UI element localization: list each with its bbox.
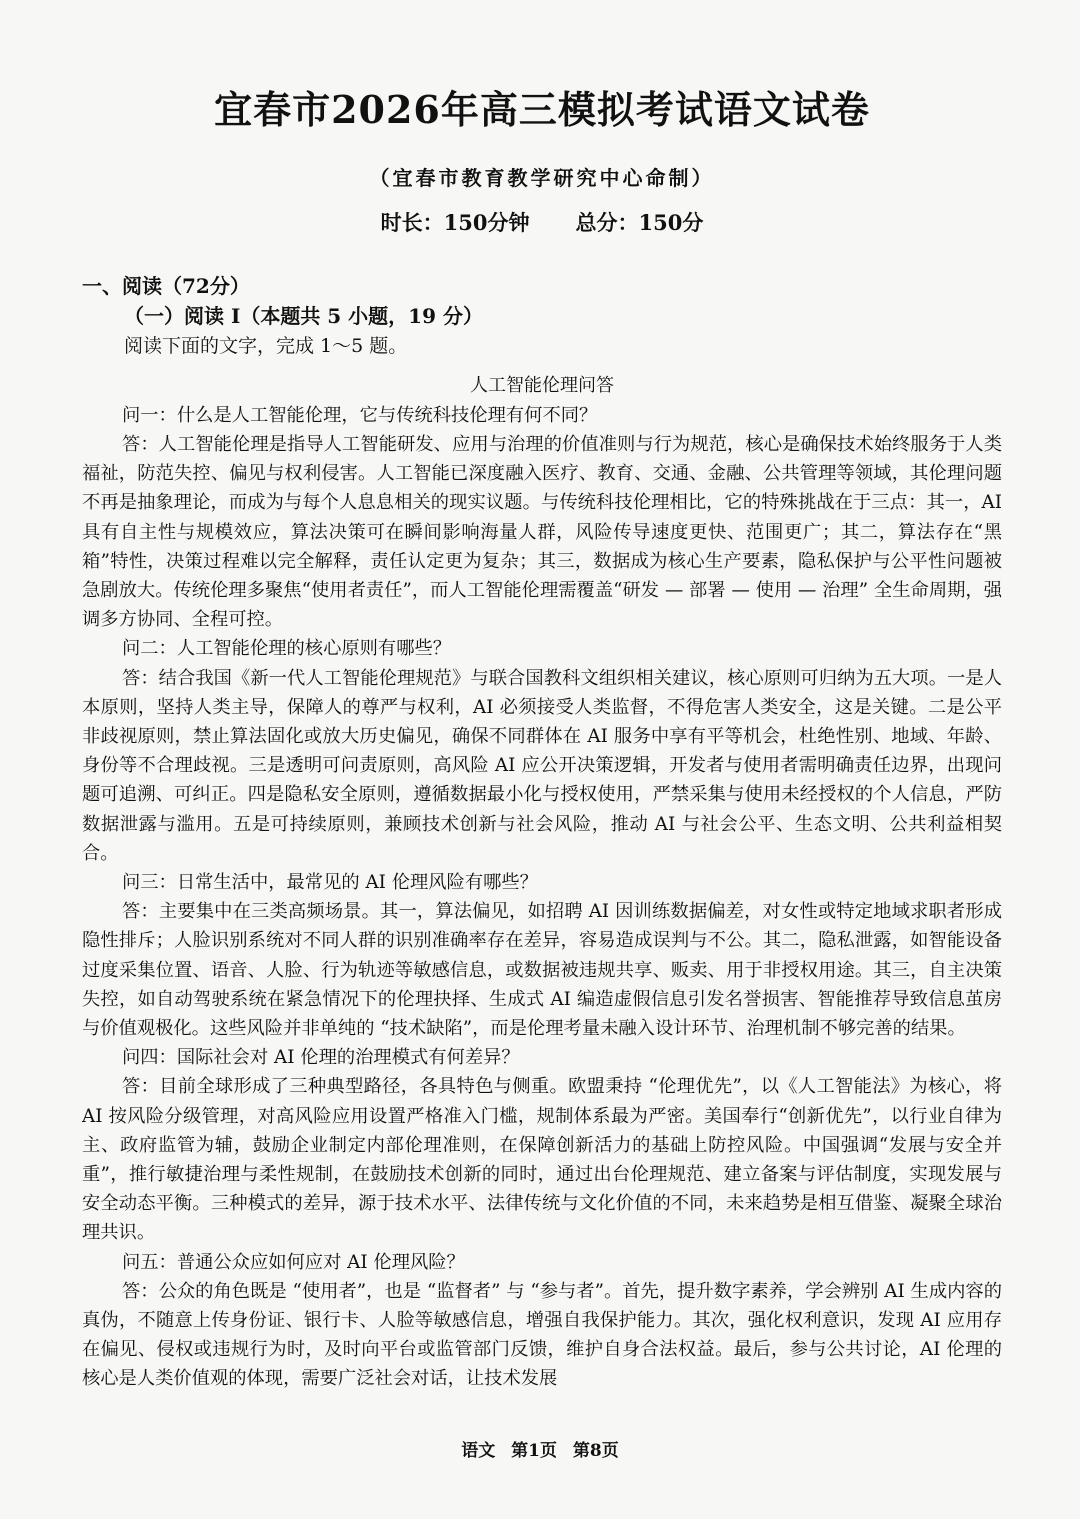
footer-subject: 语文 [461,1441,496,1461]
answer-1: 答：人工智能伦理是指导人工智能研发、应用与治理的价值准则与行为规范，核心是确保技术始终服务于人类福祉，防范失控、偏见与权利侵害。人工智能已深度融入医疗、教育、交通、金融、公共管理等领域，其伦理问题不再是抽象理论，而成为与每个人息息相关的现实议题。与传统科技伦理相比，它的特殊挑战在于三点：其一，AI 具有自主性与规模效应，算法决策可在瞬间影响海量人群，风险传导速度更快、范围更广；其二，算法存在“黑箱”特性，决策过程难以完全解释，责任认定更为复杂；其三，数据成为核心生产要素，隐私保护与公平性问题被急剧放大。传统伦理多聚焦“使用者责任”，而人工智能伦理需覆盖“研发 — 部署 — 使用 — 治理” 全生命周期，强调多方协同、全程可控。 [82,433,1002,631]
question-1: 问一：什么是人工智能伦理，它与传统科技伦理有何不同？ [122,404,598,426]
answer-3: 答：主要集中在三类高频场景。其一，算法偏见，如招聘 AI 因训练数据偏差，对女性或特定地域求职者形成隐性排斥；人脸识别系统对不同人群的识别准确率存在差异，容易造成误判与不公。其二，隐私泄露，如智能设备过度采集位置、语音、人脸、行为轨迹等敏感信息，或数据被违规共享、贩卖、用于非授权用途。其三，自主决策失控，如自动驾驶系统在紧急情况下的伦理抉择、生成式 AI 编造虚假信息引发名誉损害、智能推荐导致信息茧房与价值观极化。这些风险并非单纯的 “技术缺陷”，而是伦理考量未融入设计环节、治理机制不够完善的结果。 [82,901,1002,1039]
question-2: 问二：人工智能伦理的核心原则有哪些？ [122,638,452,660]
section-heading: 一、阅读（72分） [82,273,250,298]
footer-page: 第1页 [511,1441,557,1461]
question-4: 问四：国际社会对 AI 伦理的治理模式有何差异？ [122,1047,520,1069]
answer-5: 答：公众的角色既是 “使用者”，也是 “监督者” 与 “参与者”。首先，提升数字素养，学会辨别 AI 生成内容的真伪，不随意上传身份证、银行卡、人脸等敏感信息，增强自我保护能力。其次，强化权利意识，发现 AI 应用存在偏见、侵权或违规行为时，及时向平台或监管部门反馈，维护自身合法权益。最后，参与公共讨论，AI 伦理的核心是人类价值观的体现，需要广泛社会对话，让技术发展 [82,1280,1002,1390]
exam-meta [82,207,1002,237]
exam-duration: 时长：150分钟 [380,209,530,235]
question-3: 问三：日常生活中，最常见的 AI 伦理风险有哪些？ [122,871,538,893]
answer-2: 答：结合我国《新一代人工智能伦理规范》与联合国教科文组织相关建议，核心原则可归纳为五大项。一是人本原则，坚持人类主导，保障人的尊严与权利，AI 必须接受人类监督，不得危害人类安全，这是关键。二是公平非歧视原则，禁止算法固化或放大历史偏见，确保不同群体在 AI 服务中享有平等机会，杜绝性别、地域、年龄、身份等不合理歧视。三是透明可问责原则，高风险 AI 应公开决策逻辑，开发者与使用者需明确责任边界，出现问题可追溯、可纠正。四是隐私安全原则，遵循数据最小化与授权使用，严禁采集与使用未经授权的个人信息，严防数据泄露与滥用。五是可持续原则，兼顾技术创新与社会风险，推动 AI 与社会公平、生态文明、公共利益相契合。 [82,667,1002,864]
page-footer [0,1436,1080,1461]
exam-total-score: 总分：150分 [575,209,704,235]
exam-title: 宜春市2026年高三模拟考试语文试卷 [214,87,870,132]
article-title: 人工智能伦理问答 [470,374,614,396]
subsection-heading: （一）阅读 Ⅰ（本题共 5 小题，19 分） [124,303,483,328]
article-body [82,401,1002,1394]
answer-4: 答：目前全球形成了三种典型路径，各具特色与侧重。欧盟秉持 “伦理优先”，以《人工智能法》为核心，将 AI 按风险分级管理，对高风险应用设置严格准入门槛，规制体系最为严密。美国奉行“创新优先”，以行业自律为主、政府监管为辅，鼓励企业制定内部伦理准则，在保障创新活力的基础上防控风险。中国强调“发展与安全并重”，推行敏捷治理与柔性规制，在鼓励技术创新的同时，通过出台伦理规范、建立备案与评估制度，实现发展与安全动态平衡。三种模式的差异，源于技术水平、法律传统与文化价值的不同，未来趋势是相互借鉴、凝聚全球治理共识。 [82,1076,1002,1244]
footer-total-pages: 第8页 [572,1441,619,1461]
exam-issuer: （宜春市教育教学研究中心命制） [369,165,715,190]
question-5: 问五：普通公众应如何应对 AI 伦理风险？ [122,1251,465,1273]
reading-instruction: 阅读下面的文字，完成 1～5 题。 [124,334,408,357]
